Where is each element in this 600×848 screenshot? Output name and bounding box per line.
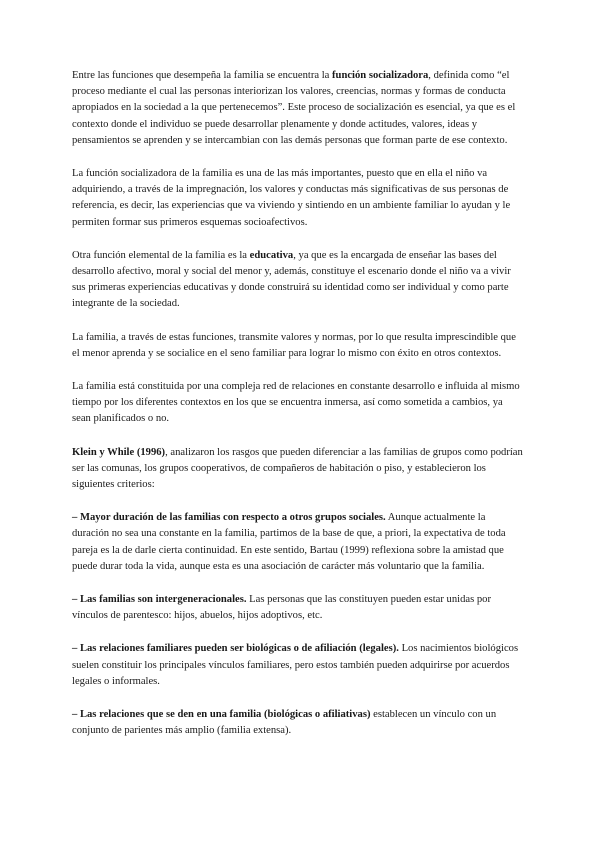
paragraph-red-relaciones xyxy=(72,379,524,428)
text-run: , definida como “el proceso mediante el cual las personas interiorizan los valores, creencias, normas y formas de conducta apropiados en la sociedad a la que pertenecemos”. Este proceso de socialización es esencial, ya que es el contexto donde el individuo se puede desarrollar plenamente y donde actitudes, valores, ideas y pensamientos se aprenden y se intercambian con las demás personas que forman parte de ese contexto. xyxy=(72,70,516,146)
bold-citation-klein-while: Klein y While (1996) xyxy=(72,446,166,458)
text-run: Los nacimientos biológicos suelen constituir los principales vínculos familiares, pero estos también pueden adquirirse por acuerdos legales o informales. xyxy=(72,643,519,687)
text-run: Aunque actualmente la duración no sea una constante en la familia, partimos de la base de que, a priori, la expectativa de toda pareja es la de darle cierta continuidad. En este sentido, Bartau (1999) reflexiona sobre la amistad que puede durar toda la vida, aunque esta es una asociación de carácter más voluntario que la familia. xyxy=(72,512,506,572)
criterion-biologicas-afiliacion xyxy=(72,641,524,690)
paragraph-funcion-educativa xyxy=(72,248,524,313)
text-run: La función socializadora de la familia es una de las más importantes, puesto que en ella el niño va adquiriendo, a través de la impregnación, los valores y conductas más significativas de sus personas de referencia, es decir, las experiencias que va viviendo y sintiendo en un ambiente familiar lo ayudan y le permiten formar sus primeros esquemas socioafectivos. xyxy=(72,168,511,228)
bold-criterion-heading: – Las relaciones familiares pueden ser biológicas o de afiliación (legales). xyxy=(72,643,399,655)
paragraph-klein-while xyxy=(72,445,524,494)
paragraph-importancia-socializadora xyxy=(72,166,524,231)
text-run: establecen un vínculo con un conjunto de parientes más amplio (familia extensa). xyxy=(72,709,497,737)
bold-criterion-heading: – Mayor duración de las familias con respecto a otros grupos sociales. xyxy=(72,512,386,524)
text-run: Las personas que las constituyen pueden estar unidas por vínculos de parentesco: hijos, abuelos, hijos adoptivos, etc. xyxy=(72,594,491,622)
document-page xyxy=(72,68,524,757)
paragraph-valores-normas xyxy=(72,330,524,362)
text-run: , analizaron los rasgos que pueden diferenciar a las familias de grupos como podrían ser las comunas, los grupos cooperativos, de compañeros de habitación o piso, y establecieron los siguientes criterios: xyxy=(72,446,523,491)
bold-term-funcion-socializadora: función socializadora xyxy=(332,70,429,81)
bold-criterion-heading: – Las relaciones que se den en una familia (biológicas o afiliativas) xyxy=(72,709,371,721)
text-run: Otra función elemental de la familia es la xyxy=(72,249,250,261)
criterion-intergeneracionales xyxy=(72,592,524,624)
text-run: La familia está constituida por una compleja red de relaciones en constante desarrollo e influida al mismo tiempo por los diferentes contextos en los que se encuentra inmersa, así como sometida a cambios, ya sean planificados o no. xyxy=(72,381,520,425)
criterion-parientes-amplio xyxy=(72,707,524,739)
bold-term-educativa: educativa xyxy=(249,249,294,261)
text-run: , ya que es la encargada de enseñar las bases del desarrollo afectivo, moral y social del menor y, además, constituye el escenario donde el niño va a vivir sus primeras experiencias educativas y donde construirá su identidad como ser individual y como parte integrante de la sociedad. xyxy=(72,249,511,310)
text-run: La familia, a través de estas funciones, transmite valores y normas, por lo que resulta imprescindible que el menor aprenda y se socialice en el seno familiar para lograr lo mismo con éxito en otros contextos. xyxy=(72,331,516,359)
bold-criterion-heading: – Las familias son intergeneracionales. xyxy=(72,594,247,606)
criterion-mayor-duracion xyxy=(72,510,524,575)
paragraph-funcion-socializadora xyxy=(72,68,524,149)
text-run: Entre las funciones que desempeña la familia se encuentra la xyxy=(72,70,333,81)
